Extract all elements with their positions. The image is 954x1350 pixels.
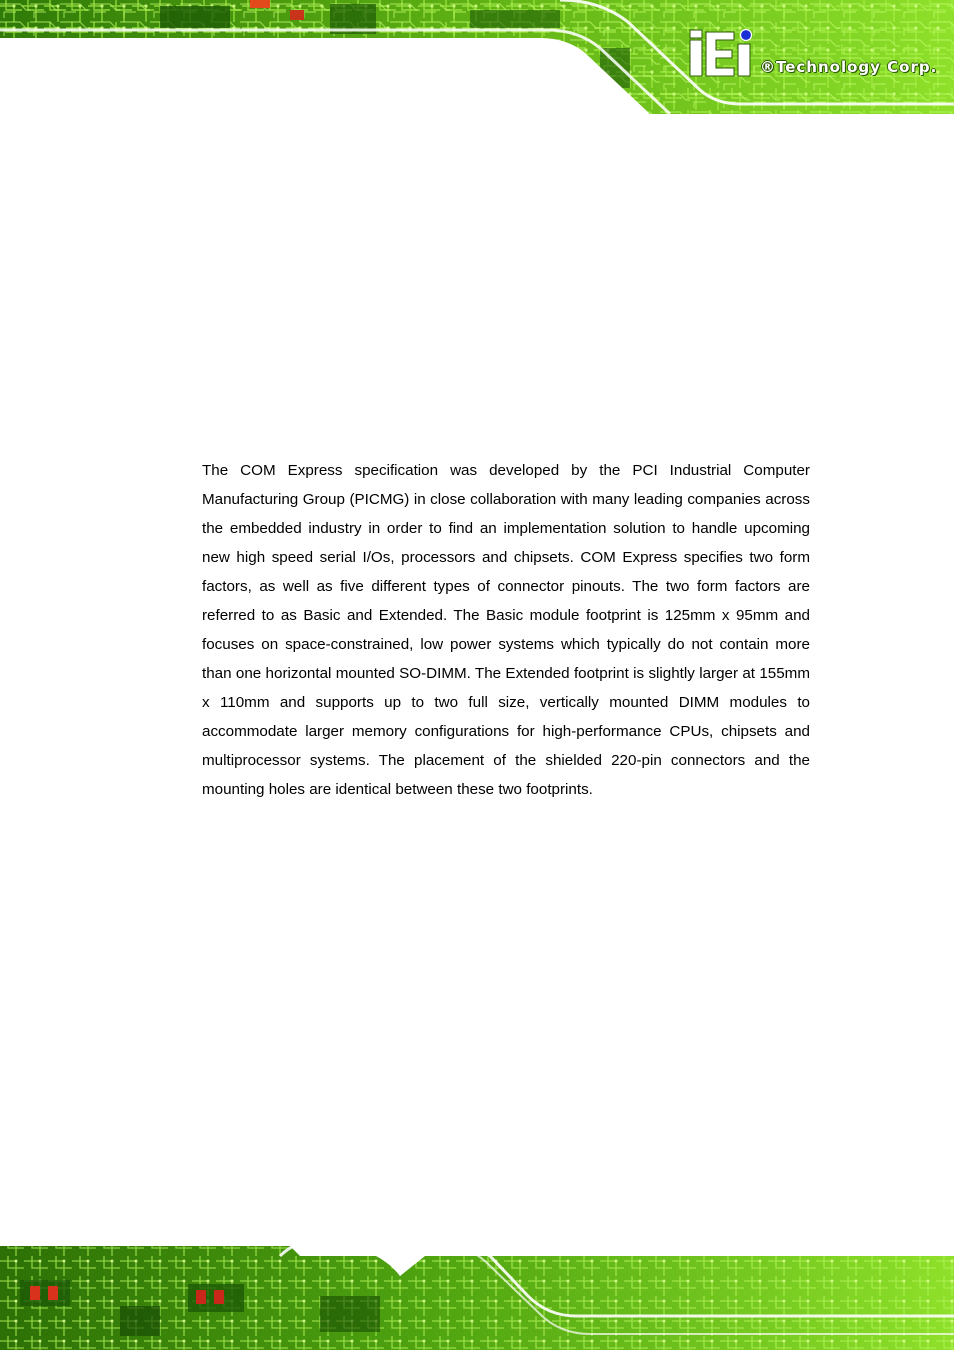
iei-logo-icon <box>688 28 760 78</box>
body-paragraph: The COM Express specification was developed by the PCI Industrial Computer Manufacturing Group (PICMG) in close collaboration with many leading companies across the embedded industry in order to find an implementation solution to handle upcoming new high speed serial I/Os, processors and chipsets. COM Express specifies two form factors, as well as five different types of connector pinouts. The two form factors are referred to as Basic and Extended. The Basic module footprint is 125mm x 95mm and focuses on space-constrained, low power systems which typically do not contain more than one horizontal mounted SO-DIMM. The Extended footprint is slightly larger at 155mm x 110mm and supports up to two full size, vertically mounted DIMM modules to accommodate larger memory configurations for high-performance CPUs, chipsets and multiprocessor systems. The placement of the shielded 220-pin connectors and the mounting holes are identical between these two footprints. <box>202 462 810 798</box>
logo-wordmark: ®Technology Corp. <box>760 58 938 76</box>
company-logo <box>688 28 950 82</box>
footer-pcb-banner <box>0 1236 954 1350</box>
